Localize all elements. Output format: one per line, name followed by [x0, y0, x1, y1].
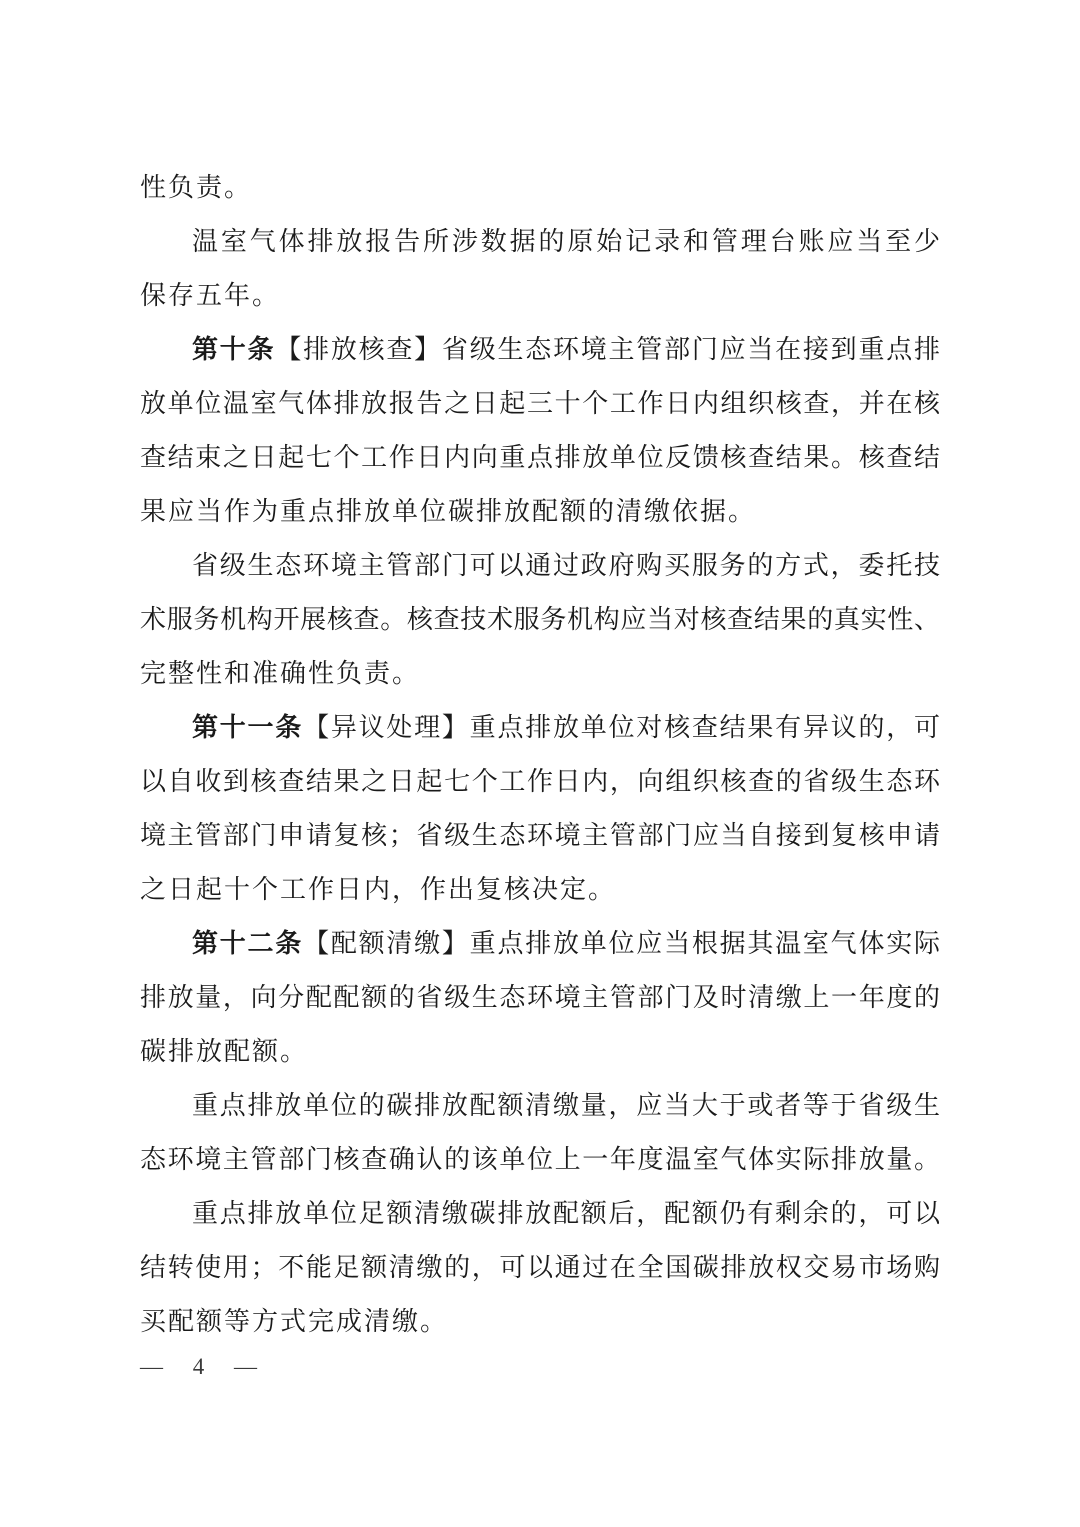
text-segment: 以自收到核查结果之日起七个工作日内，向组织核查的省级生态环: [140, 767, 940, 796]
text-segment: 完整性和准确性负责。: [140, 659, 421, 688]
document-line: [140, 809, 940, 863]
paragraph: [140, 701, 940, 917]
document-line: [140, 701, 940, 755]
document-line: [140, 863, 940, 917]
document-line: [140, 539, 940, 593]
document-line: [140, 215, 940, 269]
document-line: [140, 1295, 940, 1349]
document-line: [140, 755, 940, 809]
paragraph: [140, 1187, 940, 1349]
document-line: [140, 269, 940, 323]
text-segment: 性负责。: [140, 173, 253, 202]
text-segment: 查结束之日起七个工作日内向重点排放单位反馈核查结果。核查结: [140, 443, 940, 472]
article-number: 第十一条: [192, 713, 304, 742]
text-segment: 【异议处理】重点排放单位对核查结果有异议的，可: [303, 713, 940, 742]
page-footer: [140, 1352, 269, 1382]
text-segment: 重点排放单位的碳排放配额清缴量，应当大于或者等于省级生: [192, 1091, 940, 1120]
text-segment: 买配额等方式完成清缴。: [140, 1307, 449, 1336]
article-number: 第十条: [192, 335, 276, 364]
paragraph: [140, 215, 940, 323]
document-line: [140, 1241, 940, 1295]
document-line: [140, 323, 940, 377]
document-body: [140, 161, 940, 1349]
text-segment: 温室气体排放报告所涉数据的原始记录和管理台账应当至少: [192, 227, 940, 256]
document-line: [140, 1025, 940, 1079]
page-number: — 4 —: [140, 1354, 269, 1379]
document-line: [140, 917, 940, 971]
document-line: [140, 1187, 940, 1241]
text-segment: 【配额清缴】重点排放单位应当根据其温室气体实际: [303, 929, 940, 958]
document-line: [140, 1133, 940, 1187]
text-segment: 之日起十个工作日内，作出复核决定。: [140, 875, 617, 904]
text-segment: 果应当作为重点排放单位碳排放配额的清缴依据。: [140, 497, 757, 526]
document-line: [140, 593, 940, 647]
article-number: 第十二条: [192, 929, 304, 958]
paragraph: [140, 323, 940, 539]
document-line: [140, 1079, 940, 1133]
paragraph: [140, 539, 940, 701]
document-line: [140, 161, 940, 215]
document-line: [140, 431, 940, 485]
text-segment: 保存五年。: [140, 281, 281, 310]
text-segment: 重点排放单位足额清缴碳排放配额后，配额仍有剩余的，可以: [192, 1199, 940, 1228]
document-line: [140, 377, 940, 431]
text-segment: 结转使用；不能足额清缴的，可以通过在全国碳排放权交易市场购: [140, 1253, 940, 1282]
paragraph: [140, 161, 940, 215]
document-line: [140, 971, 940, 1025]
text-segment: 术服务机构开展核查。核查技术服务机构应当对核查结果的真实性、: [140, 605, 940, 634]
text-segment: 态环境主管部门核查确认的该单位上一年度温室气体实际排放量。: [140, 1145, 940, 1174]
document-line: [140, 647, 940, 701]
document-line: [140, 485, 940, 539]
paragraph: [140, 917, 940, 1079]
paragraph: [140, 1079, 940, 1187]
text-segment: 排放量，向分配配额的省级生态环境主管部门及时清缴上一年度的: [140, 983, 940, 1012]
text-segment: 省级生态环境主管部门可以通过政府购买服务的方式，委托技: [192, 551, 940, 580]
text-segment: 碳排放配额。: [140, 1037, 309, 1066]
text-segment: 【排放核查】省级生态环境主管部门应当在接到重点排: [275, 335, 940, 364]
text-segment: 境主管部门申请复核；省级生态环境主管部门应当自接到复核申请: [140, 821, 940, 850]
text-segment: 放单位温室气体排放报告之日起三十个工作日内组织核查，并在核: [140, 389, 940, 418]
